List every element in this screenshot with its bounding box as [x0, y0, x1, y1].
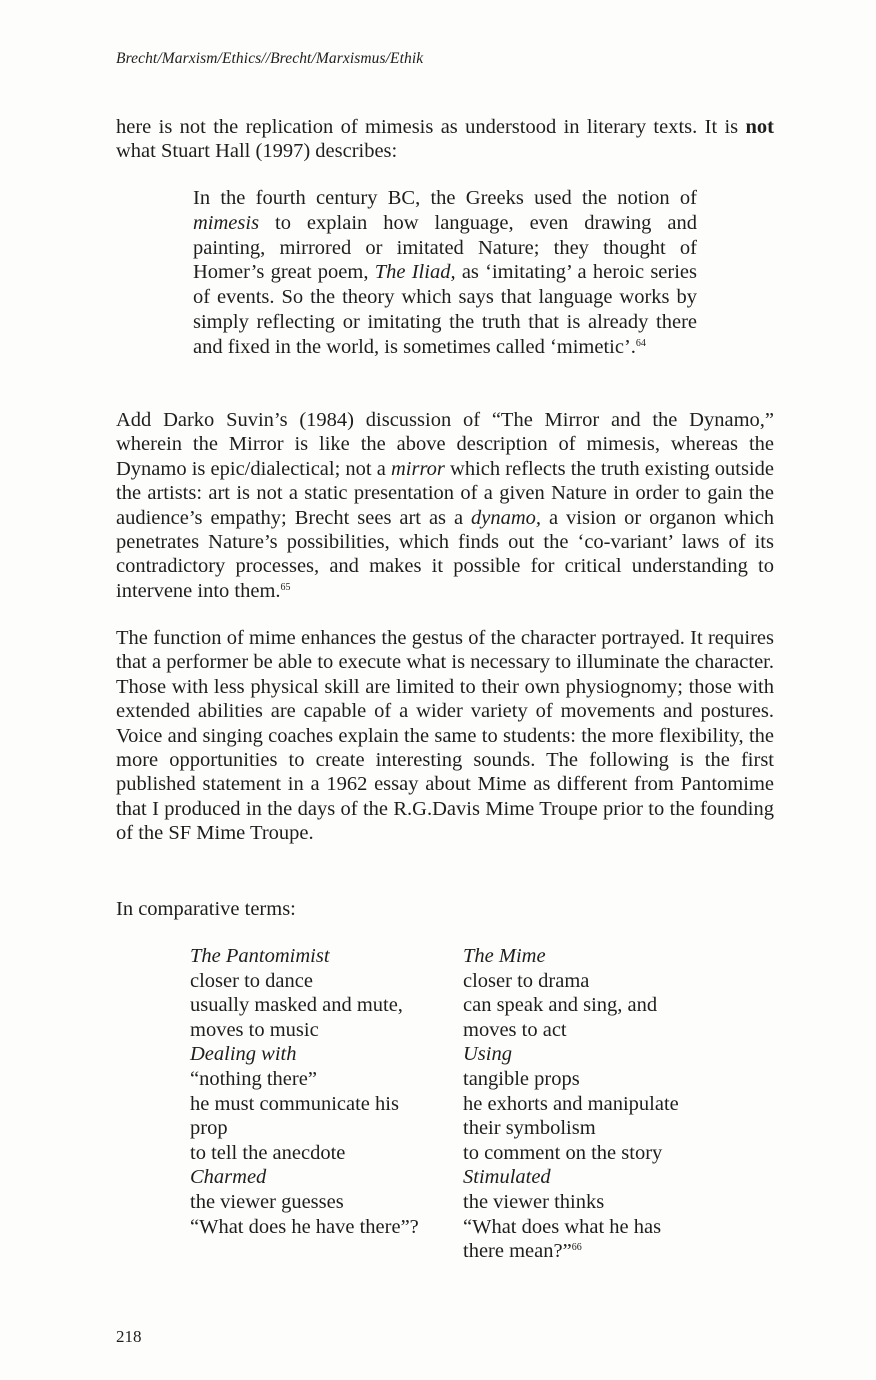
quote-emphasis-mimesis: mimesis — [193, 211, 260, 234]
paragraph-1-bold-not: not — [745, 116, 774, 138]
comparison-right-line: can speak and sing, and — [463, 994, 658, 1017]
comparison-left-line: closer to dance — [190, 969, 313, 992]
comparison-left-line: “nothing there” — [190, 1067, 317, 1090]
paragraph-2-emphasis-dynamo: dynamo, — [471, 506, 542, 529]
footnote-ref-65: 65 — [280, 581, 291, 593]
comparison-right-line: moves to act — [463, 1018, 567, 1041]
comparison-right-line: Stimulated — [463, 1166, 551, 1189]
paragraph-1-text-a: here is not the replication of mimesis as understood in literary texts. It is — [116, 116, 746, 138]
comparison-right-line: the viewer thinks — [463, 1190, 605, 1213]
comparison-right-line: he exhorts and manipulate — [463, 1092, 679, 1115]
paragraph-3: The function of mime enhances the gestus of the character portrayed. It requires that a performer be able to execute what is necessary to illuminate the character. Those with less physical skill are limited to their own physiognomy; those with extended abilities are capable of a wider variety of movements and postures. Voice and singing coaches explain the same to students: the more flexibility, the more opportunities to create interesting sounds. The following is the first published statement in a 1962 essay about Mime as different from Pantomime that I produced in the days of the R.G.Davis Mime Troupe prior to the founding of the SF Mime Troupe. — [116, 627, 774, 845]
comparison-right-line: closer to drama — [463, 969, 590, 992]
footnote-ref-66: 66 — [571, 1242, 582, 1254]
comparison-left-line: usually masked and mute, — [190, 994, 403, 1017]
comparison-right-line-text: there mean?” — [463, 1240, 572, 1263]
paragraph-2-emphasis-mirror: mirror — [390, 457, 445, 480]
quote-emphasis-iliad: The Iliad, — [374, 261, 456, 284]
comparison-column-mime — [463, 944, 763, 1264]
footnote-ref-64: 64 — [635, 337, 646, 349]
comparison-left-line: Dealing with — [190, 1043, 297, 1066]
block-quote — [193, 186, 697, 360]
comparison-right-line: to comment on the story — [463, 1141, 663, 1164]
paragraph-2-text-a: Add Darko Suvin’s (1984) discussion of “The Mirror and the Dynamo,” wherein the Mirror is like the above description of mimesis, whereas the Dynamo is epic/dialectical; not a — [116, 409, 774, 480]
comparison-right-line: their symbolism — [463, 1117, 596, 1140]
comparison-right-line: Using — [463, 1043, 512, 1066]
comparison-right-heading: The Mime — [463, 945, 546, 967]
paragraph-2-text-b: which reflects the truth existing outside the artists: art is not a static presentation of a given Nature in order to gain the audience’s empathy; Brecht sees art as a — [116, 457, 775, 529]
comparison-left-line: the viewer guesses — [190, 1190, 344, 1213]
comparison-left-line: Charmed — [190, 1166, 267, 1189]
comparison-right-line: “What does what he has — [463, 1215, 662, 1238]
comparison-column-pantomimist — [190, 944, 452, 1239]
running-head: Brecht/Marxism/Ethics//Brecht/Marxismus/Ethik — [116, 50, 424, 67]
comparison-left-line: prop — [190, 1117, 228, 1140]
comparison-left-line: he must communicate his — [190, 1092, 399, 1115]
paragraph-1-text-b: what Stuart Hall (1997) describes: — [116, 140, 398, 163]
paragraph-2-text-c: a vision or organon which penetrates Nature’s possibilities, which finds out the ‘co-variant’ laws of its contradictory processes, and makes it possible for critical understanding to intervene into them. — [116, 506, 774, 602]
paragraph-1 — [116, 115, 774, 164]
quote-text-a: In the fourth century BC, the Greeks used the notion of — [193, 187, 697, 209]
paragraph-2 — [116, 408, 774, 603]
comparison-right-line: tangible props — [463, 1067, 580, 1090]
quote-text-c: as ‘imitating’ a heroic series of events. So the theory which says that language works by simply reflecting or imitating the truth that is already there and fixed in the world, is sometimes called ‘mimetic’. — [193, 261, 698, 358]
comparison-right-line-last — [463, 1239, 763, 1264]
quote-text-b: to explain how language, even drawing and painting, mirrored or imitated Nature; they thought of Homer’s great poem, — [193, 211, 697, 284]
paragraph-4: In comparative terms: — [116, 898, 296, 920]
comparison-left-heading: The Pantomimist — [190, 945, 330, 967]
page-number: 218 — [116, 1327, 142, 1346]
comparison-left-line: to tell the anecdote — [190, 1141, 346, 1164]
comparison-left-line: moves to music — [190, 1018, 319, 1041]
comparison-left-line: “What does he have there”? — [190, 1215, 419, 1238]
